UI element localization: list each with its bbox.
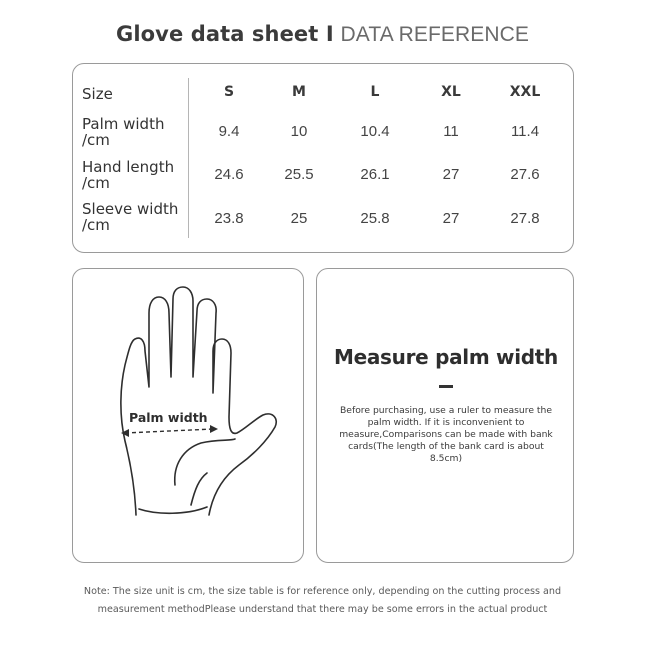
table-cell: 11 [443,123,459,140]
table-cell: 10 [290,123,308,140]
footnote-line-2: measurement methodPlease understand that there may be some errors in the actual product [97,604,548,615]
table-divider [188,78,189,238]
title-underline [439,385,453,388]
hand-illustration-card [72,268,304,563]
instruction-card [316,268,574,563]
table-cell: 27.8 [510,210,540,227]
footnote [0,583,645,619]
table-cell: 25.8 [360,210,390,227]
header-size-label: Size [82,85,113,103]
size-s: S [223,84,235,100]
table-cell: 24.6 [214,166,244,183]
table-cell: 9.4 [218,123,240,140]
table-cell: 27.6 [510,166,540,183]
table-cell: 27 [442,166,460,183]
table-cell: 26.1 [360,166,390,183]
size-l: L [370,84,380,100]
measure-instructions: Before purchasing, use a ruler to measure the palm width. If it is inconvenient to measure,Comparisons can be made with bank cards(The length of the bank card is about 8.5cm) [339,405,553,464]
table-cell: 10.4 [360,123,390,140]
row-label-palm-width: Palm width /cm [82,115,165,149]
table-cell: 11.4 [510,123,540,140]
row-label-sleeve-width: Sleeve width /cm [82,200,179,234]
table-cell: 25 [290,210,308,227]
size-m: M [292,84,306,100]
title-light: DATA REFERENCE [340,23,529,46]
page-title [0,22,645,47]
size-table [72,63,574,253]
title-bold: Glove data sheet I [116,22,334,46]
row-label-hand-length: Hand length /cm [82,158,175,192]
table-cell: 25.5 [284,166,314,183]
size-xxl: XXL [509,84,541,100]
palm-width-label: Palm width [129,410,208,425]
footnote-line-1: Note: The size unit is cm, the size table is for reference only, depending on the cutting process and [83,586,562,597]
table-cell: 23.8 [214,210,244,227]
table-cell: 27 [442,210,460,227]
size-xl: XL [441,84,461,100]
hand-outline-icon [73,269,305,564]
measure-title: Measure palm width [333,345,558,369]
